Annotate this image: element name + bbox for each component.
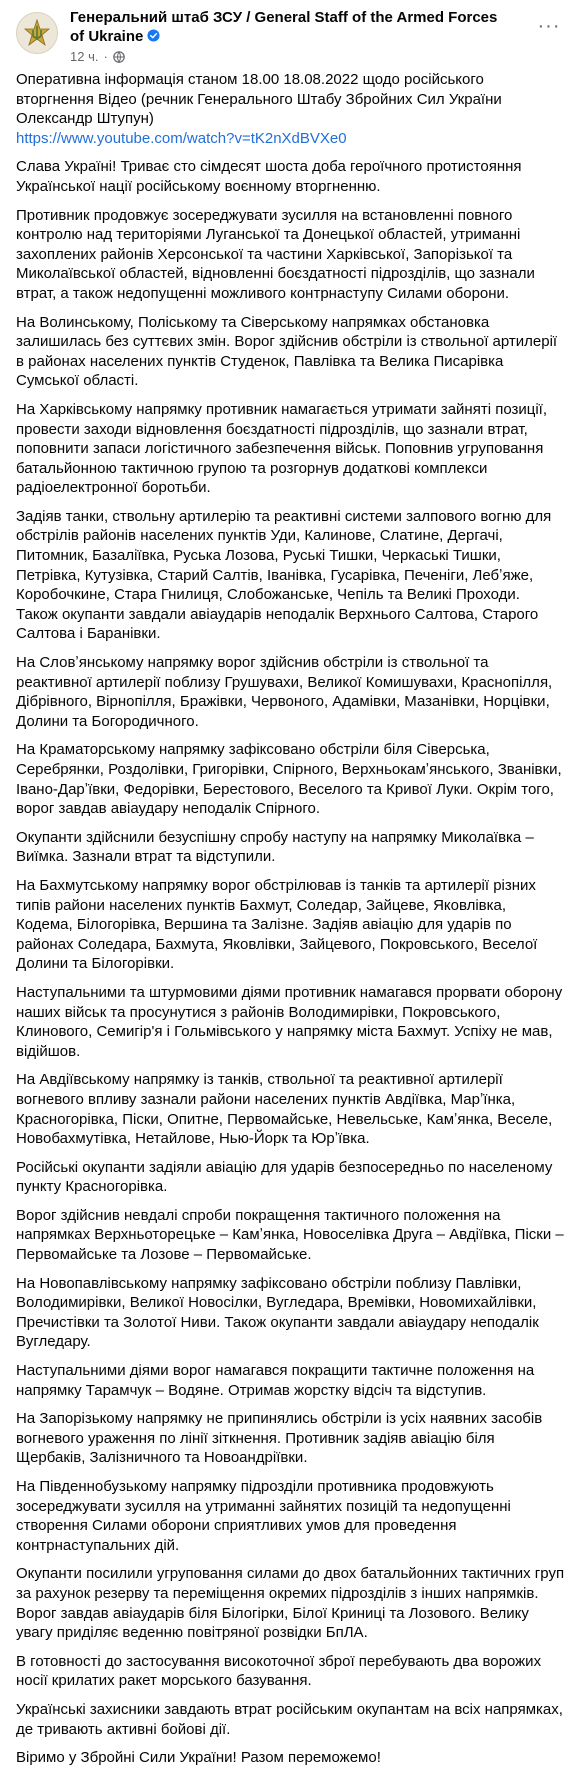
post-meta [70, 49, 510, 64]
post-paragraph: Російські окупанти задіяли авіацію для ударів безпосередньо по населеному пункту Красногорівка. [16, 1158, 553, 1196]
post-paragraph: Ворог здійснив невдалі спроби покращення тактичного положення на напрямках Верхньоторецьке – Камʼянка, Новоселівка Друга – Авдіївка, Піски – Первомайське та Лозове – Первомайське. [16, 1206, 564, 1264]
post-paragraph: Противник продовжує зосереджувати зусилля на встановленні повного контролю над територіями Луганської та Донецької областей, утриманні захоплених районів Херсонської та частини Харківської, Запорізької та Миколаївської областей, відновленні боєздатності підрозділів, що зазнали втрат, а також недопущенні можливого контрнаступу Силами оборони. [16, 206, 535, 302]
post-author-block [70, 8, 510, 64]
intro-text: Оперативна інформація станом 18.00 18.08.2022 щодо російського вторгнення Відео (речник Генерального Штабу Збройних Сил України Олександр Штупун) [16, 71, 502, 128]
globe-icon[interactable] [113, 51, 125, 63]
post-paragraph: Задіяв танки, ствольну артилерію та реактивні системи залпового вогню для обстрілів районів населених пунктів Уди, Калинове, Слатине, Дергачі, Питомник, Базаліївка, Руська Лозова, Руські Тишки, Черкаські Тишки, Петрівка, Кутузівка, Старий Салтів, Іванівка, Гусарівка, Печеніги, Лебʼяже, Коробочкине, Стара Гнилиця, Слобожанське, Чепіль та Великі Проходи. Також окупанти завдали авіаударів неподалік Верхнього Салтова, Старого Салтова і Баранівки. [16, 507, 552, 643]
post-paragraph: На Волинському, Поліському та Сіверському напрямках обстановка залишилась без суттєвих змін. Ворог здійснив обстріли із ствольної артилерії в районах населених пунктів Студенок, Павлівка та Велика Писарівка Сумської області. [16, 313, 558, 390]
post-timestamp[interactable]: 12 ч. [70, 49, 99, 64]
post-paragraph: Українські захисники завдають втрат російським окупантам на всіх напрямках, де тривають активні бойові дії. [16, 1700, 563, 1738]
post-paragraph: Наступальними та штурмовими діями противник намагався прорвати оборону наших військ та просунутися з районів Володимирівки, Покровського, Клинового, Семигір'я і Гольмівського у напрямку міста Бахмут. Успіху не мав, відійшов. [16, 983, 563, 1060]
more-options-icon: ··· [537, 14, 561, 37]
post-paragraph: Слава Україні! Триває сто сімдесят шоста доба героїчного протистояння Української нації російському воєнному вторгненню. [16, 158, 522, 195]
post-paragraph: На Новопавлівському напрямку зафіксовано обстріли поблизу Павлівки, Володимирівки, Великої Новосілки, Вугледара, Времівки, Новомихайлівки, Пречистівки та Золотої Ниви. Також окупанти завдали авіаудару неподалік Вугледару. [16, 1274, 539, 1351]
meta-separator: · [103, 49, 108, 64]
more-options-button[interactable] [531, 8, 567, 44]
video-link[interactable]: https://www.youtube.com/watch?v=tK2nXdBVXe0 [16, 129, 347, 147]
post-paragraph: На Південнобузькому напрямку підрозділи противника продовжують зосереджувати зусилля на утриманні зайнятих позицій та недопущенні створення Силами оборони сприятливих умов для проведення контрнаступальних дій. [16, 1478, 511, 1554]
page-avatar[interactable] [16, 12, 58, 54]
post-paragraph: Окупанти здійснили безуспішну спробу наступу на напрямку Миколаївка – Виїмка. Зазнали втрат та відступили. [16, 828, 534, 866]
post-intro [16, 70, 565, 148]
post-paragraph: Наступальними діями ворог намагався покращити тактичне положення на напрямку Тарамчук – Водяне. Отримав жорстку відсіч та відступив. [16, 1362, 535, 1399]
post-paragraph: На Харківському напрямку противник намагається утримати зайняті позиції, провести заходи відновлення боєздатності підрозділів, що зазнали втрат, поповнити запаси логістичного забезпечення військ. Поповнив угруповання батальйонною тактичною групою та розгорнув додаткові комплекси радіоелектронної боротьби. [16, 400, 548, 497]
post-paragraph: На Авдіївському напрямку із танків, ствольної та реактивної артилерії вогневого впливу зазнали райони населених пунктів Авдіївка, Марʼїнка, Красногорівка, Піски, Опитне, Первомайське, Невельське, Камʼянка, Веселе, Новобахмутівка, Нетайлове, Нью-Йорк та Юрʼївка. [16, 1071, 553, 1148]
post-paragraph: На Бахмутському напрямку ворог обстрілював із танків та артилерії різних типів райони населених пунктів Бахмут, Соледар, Зайцеве, Яковлівка, Кодема, Білогорівка, Вершина та Залізне. Задіяв авіацію для ударів по районах Соледара, Бахмута, Яковлівки, Зайцевого, Покровського, Веселої Долини та Білогорівки. [16, 876, 538, 973]
post-body [0, 66, 581, 1768]
post-paragraph: Окупанти посилили угруповання силами до двох батальйонних тактичних груп за рахунок резерву та переміщення окремих підрозділів з інших напрямків. Ворог завдав авіаударів біля Білогірки, Білої Криниці та Лозового. Велику увагу приділяє веденню повітряної розвідки БпЛА. [16, 1565, 565, 1642]
post-paragraph: На Запорізькому напрямку не припинялись обстріли із усіх наявних засобів вогневого ураження по лінії зіткнення. Противник задіяв авіацію біля Щербаків, Залізничного та Новоандріївки. [16, 1410, 543, 1467]
post-header [0, 0, 581, 66]
post-paragraph: В готовності до застосування високоточної зброї перебувають два ворожих носії крилатих ракет морського базування. [16, 1652, 542, 1690]
post-paragraph: Віримо у Збройні Сили України! Разом переможемо! [16, 1749, 381, 1767]
verified-badge-icon [147, 29, 160, 42]
page-name-link[interactable]: Генеральний штаб ЗСУ / General Staff of the Armed Forces of Ukraine [70, 9, 498, 45]
post-paragraph: На Словʼянському напрямку ворог здійснив обстріли із ствольної та реактивної артилерії поблизу Грушувахи, Великої Комишувахи, Краснопілля, Дібрівного, Вірнопілля, Бражівки, Червоного, Адамівки, Мазанівки, Норцівки, Долини та Богородичного. [16, 654, 553, 730]
post-paragraph: На Краматорському напрямку зафіксовано обстріли біля Сіверська, Серебрянки, Роздолівки, Григорівки, Спірного, Верхньокамʼянського, Званівки, Івано-Дарʼївки, Федорівки, Берестового, Веселого та Кривої Луки. Окрім того, ворог завдав авіаудару неподалік Спірного. [16, 741, 562, 818]
armed-forces-emblem-icon [22, 18, 52, 48]
